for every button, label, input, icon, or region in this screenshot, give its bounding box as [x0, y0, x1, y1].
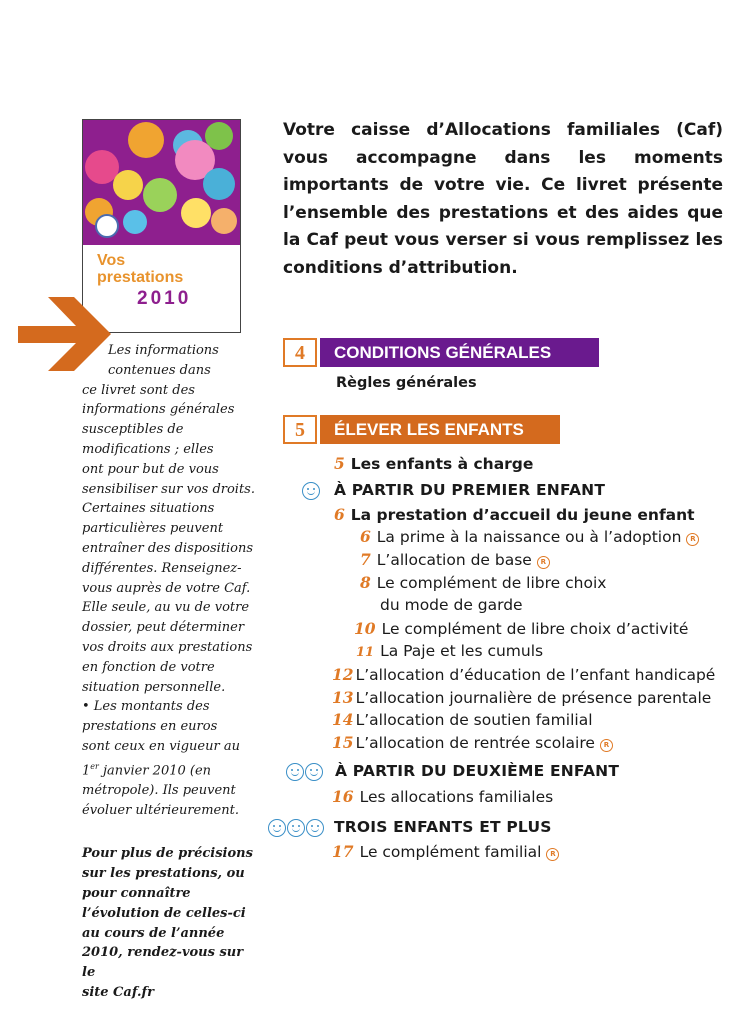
- intro-paragraph: Votre caisse d’Allocations familiales (Caf) vous accompagne dans les moments importants de votre vie. Ce livret présente l’ensemble des prestations et des aides que la Caf peut vous verser si vous remplissez les conditions d’attribution.: [283, 120, 723, 278]
- sidebar-line: susceptibles de: [82, 422, 184, 438]
- toc-entry[interactable]: [360, 573, 606, 592]
- sidebar-line: sensibiliser sur vos droits.: [82, 481, 255, 497]
- toc-entry[interactable]: [360, 527, 699, 546]
- page-number: 6: [334, 505, 345, 524]
- sidebar-bold-line: pour connaître: [82, 886, 191, 902]
- toc-entry[interactable]: [360, 550, 550, 569]
- resources-condition-icon: R: [546, 848, 559, 861]
- heading-text: À PARTIR DU PREMIER ENFANT: [333, 481, 606, 499]
- toc-entry[interactable]: [332, 710, 593, 729]
- page-number: 13: [332, 688, 354, 707]
- toc-entry[interactable]: [332, 688, 711, 707]
- sidebar-line: • Les montants des: [82, 699, 210, 715]
- sidebar-bold-line: sur les prestations, ou: [82, 866, 245, 882]
- toc-label: Les enfants à charge: [350, 455, 534, 473]
- page-number: 14: [332, 710, 354, 729]
- toc-label: du mode de garde: [380, 596, 523, 614]
- section-4-number: 4: [283, 338, 317, 367]
- sidebar-line: évoluer ultérieurement.: [82, 802, 239, 818]
- sidebar-line: dossier, peut déterminer: [82, 620, 245, 636]
- cover-illustration: [83, 120, 240, 245]
- sidebar-line: ce livret sont des: [82, 382, 195, 398]
- toc-label: Les allocations familiales: [359, 788, 554, 806]
- toc-label: La prime à la naissance ou à l’adoption: [376, 528, 682, 546]
- toc-label: Le complément familial: [359, 843, 542, 861]
- sidebar-line: situation personnelle.: [82, 679, 226, 695]
- toc-label: La Paje et les cumuls: [380, 642, 544, 660]
- toc-entry-paje[interactable]: [334, 505, 695, 524]
- sidebar-bold-line: Pour plus de précisions: [82, 846, 253, 862]
- cover-title: [97, 253, 237, 309]
- heading-text: TROIS ENFANTS ET PLUS: [333, 818, 552, 836]
- sidebar-line: contenues dans: [108, 362, 211, 378]
- child-face-icon: [305, 763, 323, 781]
- sidebar-line: informations générales: [82, 402, 235, 418]
- heading-text: À PARTIR DU DEUXIÈME ENFANT: [334, 762, 620, 780]
- page-number: 5: [334, 454, 345, 473]
- toc-label: L’allocation de rentrée scolaire: [355, 734, 595, 752]
- first-child-heading: [302, 481, 605, 500]
- page-number: 17: [332, 842, 354, 861]
- toc-entry[interactable]: [332, 787, 553, 806]
- sidebar-bold-line: 2010, rendez-vous sur le: [82, 945, 244, 981]
- section-4-title: CONDITIONS GÉNÉRALES: [320, 338, 599, 367]
- toc-entry[interactable]: [356, 642, 543, 660]
- date-superscript: er: [90, 761, 99, 771]
- resources-condition-icon: R: [600, 739, 613, 752]
- section-5-number: 5: [283, 415, 317, 444]
- toc-label: Le complément de libre choix: [376, 574, 607, 592]
- toc-entry[interactable]: [332, 665, 715, 684]
- sidebar-line: métropole). Ils peuvent: [82, 782, 236, 798]
- child-face-icon: [306, 819, 324, 837]
- sidebar-line: vous auprès de votre Caf.: [82, 580, 251, 596]
- child-face-icon: [302, 482, 320, 500]
- resources-condition-icon: R: [537, 556, 550, 569]
- page-number: 16: [332, 787, 354, 806]
- sidebar-line: ont pour but de vous: [82, 461, 219, 477]
- three-children-heading: [268, 818, 552, 837]
- toc-entry[interactable]: [354, 619, 688, 638]
- toc-label: L’allocation de soutien familial: [355, 711, 593, 729]
- sidebar-line: en fonction de votre: [82, 659, 215, 675]
- sidebar-line: Les informations: [108, 343, 219, 358]
- page-number: 8: [360, 573, 371, 592]
- child-face-icon: [287, 819, 305, 837]
- cover-title-year: 2010: [137, 287, 192, 309]
- page-number: 10: [354, 619, 376, 638]
- section-4-subtitle: Règles générales: [336, 375, 477, 391]
- sidebar-bold-line: site Caf.fr: [82, 985, 154, 1001]
- page-number: 11: [356, 645, 375, 660]
- toc-label: La prestation d’accueil du jeune enfant: [350, 506, 695, 524]
- page-number: 7: [360, 550, 371, 569]
- resources-condition-icon: R: [686, 533, 699, 546]
- sidebar-more-info: [82, 844, 257, 1002]
- sidebar-line: modifications ; elles: [82, 441, 214, 457]
- sidebar-line: Certaines situations: [82, 501, 215, 517]
- sidebar-line: différentes. Renseignez-: [82, 560, 242, 576]
- toc-entry-enfants-charge[interactable]: [334, 454, 533, 473]
- section-5-title: ÉLEVER LES ENFANTS: [320, 415, 560, 444]
- sidebar-bold-line: l’évolution de celles-ci: [82, 905, 246, 921]
- page-number: 6: [360, 527, 371, 546]
- child-face-icon: [286, 763, 304, 781]
- cover-title-line2: prestations: [97, 268, 184, 286]
- sidebar-line: Elle seule, au vu de votre: [82, 600, 250, 616]
- child-face-icon: [268, 819, 286, 837]
- cover-title-line1: Vos: [97, 252, 126, 269]
- toc-label: L’allocation d’éducation de l’enfant handicapé: [355, 666, 716, 684]
- sidebar-date-line: [82, 757, 257, 781]
- sidebar-line: particulières peuvent: [82, 521, 224, 537]
- page-number: 15: [332, 733, 354, 752]
- toc-label: Le complément de libre choix d’activité: [381, 620, 689, 638]
- sidebar-line: vos droits aux prestations: [82, 639, 253, 655]
- sidebar-line: entraîner des dispositions: [82, 540, 254, 556]
- toc-label: L’allocation journalière de présence parentale: [355, 689, 712, 707]
- toc-entry[interactable]: [332, 733, 613, 752]
- page-number: 12: [332, 665, 354, 684]
- date-rest: janvier 2010 (en: [98, 763, 212, 779]
- sidebar-line: sont ceux en vigueur au: [82, 738, 240, 754]
- toc-entry-continuation: [380, 596, 523, 614]
- date-day: 1: [82, 763, 91, 779]
- sidebar-note: [82, 341, 257, 1003]
- toc-label: L’allocation de base: [376, 551, 532, 569]
- second-child-heading: [286, 762, 619, 781]
- toc-entry[interactable]: [332, 842, 559, 861]
- sidebar-line: prestations en euros: [82, 719, 218, 735]
- sidebar-bold-line: au cours de l’année: [82, 925, 225, 941]
